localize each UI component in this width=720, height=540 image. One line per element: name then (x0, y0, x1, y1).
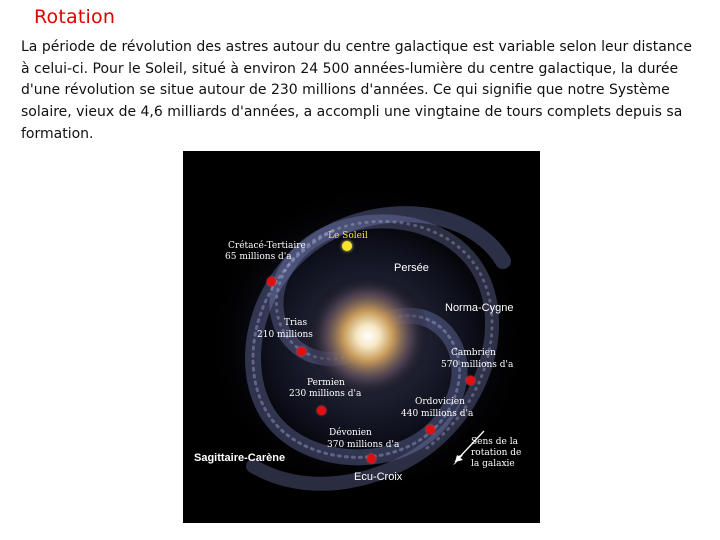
marker-cretaceous (267, 277, 276, 286)
sun-marker (342, 241, 352, 251)
period-age-permian: 230 millions d'a (289, 389, 362, 399)
marker-devonian (367, 454, 376, 463)
period-age-cambrian: 570 millions d'a (441, 360, 514, 370)
arm-label-sagittarius-carina: Sagittaire-Carène (194, 452, 286, 464)
period-name-devonian: Dévonien (329, 428, 372, 438)
rotation-direction-label: Sens de la rotation de la galaxie (471, 437, 522, 469)
period-name-permian: Permien (307, 378, 345, 388)
period-age-ordovician: 440 millions d'a (401, 409, 474, 419)
sun-label: Le Soleil (328, 231, 368, 241)
period-age-devonian: 370 millions d'a (327, 440, 400, 450)
period-name-cambrian: Cambrien (451, 348, 496, 358)
arm-label-perseus: Persée (394, 262, 429, 274)
period-name-triassic: Trias (284, 318, 308, 328)
marker-permian (317, 406, 326, 415)
period-age-cretaceous: 65 millions d'a (225, 252, 292, 262)
arm-label-crux: Ecu-Croix (354, 471, 403, 483)
galaxy-image (183, 151, 540, 523)
period-age-triassic: 210 millions (257, 330, 313, 340)
period-name-cretaceous: Crétacé-Tertiaire (228, 241, 306, 251)
period-name-ordovician: Ordovicien (415, 397, 465, 407)
body-paragraph: La période de révolution des astres autour du centre galactique est variable selon leur distance à celui-ci. Pour le Soleil, situé à environ 24 500 années-lumière du centre galactique, la durée d'une révolution se situe autour de 230 millions d'années. Ce qui signifie que notre Système solaire, vieux de 4,6 milliards d'années, a accompli une vingtaine de tours complets depuis sa formation. (21, 39, 692, 142)
page-title: Rotation (34, 6, 116, 28)
marker-triassic (297, 347, 306, 356)
marker-cambrian (466, 376, 475, 385)
marker-ordovician (426, 425, 435, 434)
arm-label-norma-cygnus: Norma-Cygne (445, 302, 514, 314)
